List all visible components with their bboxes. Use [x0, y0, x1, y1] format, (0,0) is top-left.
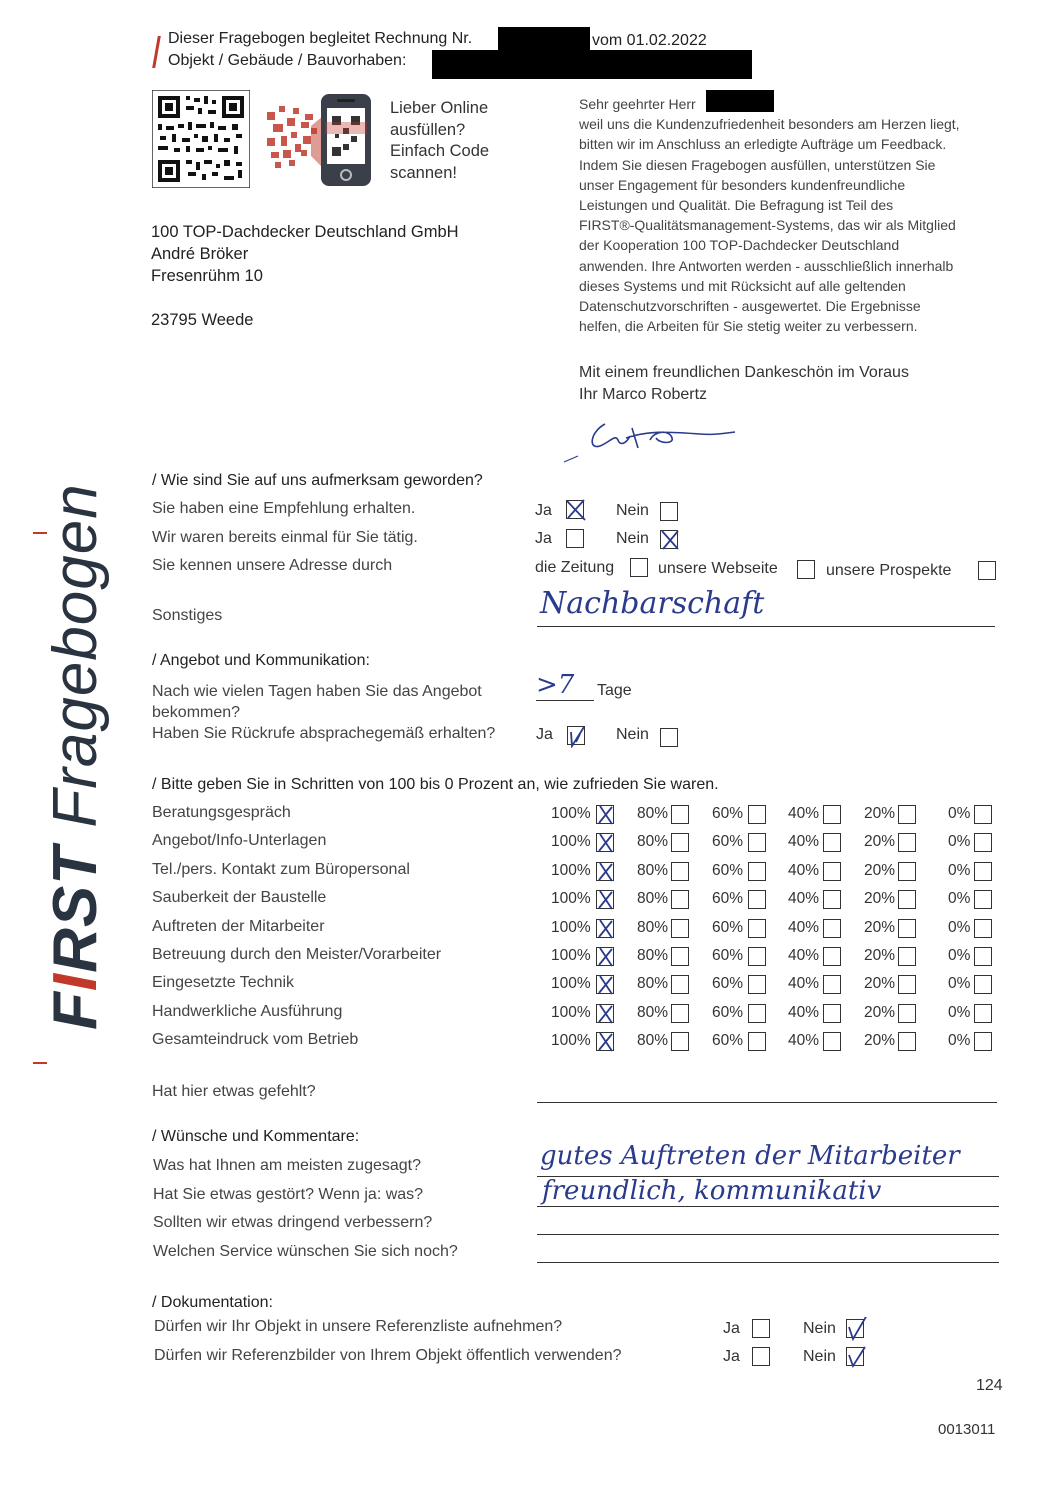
rating-checkbox[interactable] — [974, 1004, 992, 1023]
invoice-line: Dieser Fragebogen begleitet Rechnung Nr. — [168, 30, 473, 47]
rating-checkbox[interactable] — [823, 1004, 841, 1023]
rating-checkbox[interactable] — [898, 975, 916, 994]
percent-label: 40% — [788, 975, 820, 992]
rating-checkbox[interactable] — [596, 862, 614, 881]
rating-row-label: Auftreten der Mitarbeiter — [152, 918, 325, 935]
rating-checkbox[interactable] — [974, 1032, 992, 1051]
rating-checkbox[interactable] — [671, 1004, 689, 1023]
address-city: 23795 Weede — [151, 311, 254, 329]
ja-label: Ja — [535, 502, 552, 519]
rating-row-label: Angebot/Info-Unterlagen — [152, 832, 327, 849]
side-tick — [33, 1062, 47, 1064]
qr-code[interactable] — [152, 90, 250, 188]
rating-checkbox[interactable] — [974, 805, 992, 824]
percent-label: 20% — [864, 1004, 896, 1021]
option-prospekte: unsere Prospekte — [826, 562, 952, 579]
rating-checkbox[interactable] — [823, 1032, 841, 1051]
rating-checkbox[interactable] — [671, 975, 689, 994]
answer-line[interactable] — [537, 1234, 999, 1235]
question: Sollten wir etwas dringend verbessern? — [153, 1214, 433, 1231]
checkbox-ja[interactable] — [567, 726, 585, 745]
address-street: Fresenrühm 10 — [151, 267, 263, 285]
qr-note-line: Lieber Online — [390, 99, 489, 117]
answer-line[interactable] — [537, 1102, 997, 1103]
address-name: André Bröker — [151, 245, 249, 263]
checkbox-ja[interactable] — [566, 500, 584, 519]
checkbox-ja[interactable] — [752, 1347, 770, 1366]
rating-checkbox[interactable] — [671, 919, 689, 938]
option-zeitung: die Zeitung — [535, 559, 615, 576]
rating-checkbox[interactable] — [748, 890, 766, 909]
letter-line: anwenden. Ihre Antworten werden - ausschließlich innerhalb — [579, 257, 954, 274]
header-accent — [152, 36, 161, 68]
question: Sie haben eine Empfehlung erhalten. — [152, 500, 416, 517]
percent-label: 0% — [948, 975, 971, 992]
rating-checkbox[interactable] — [596, 805, 614, 824]
letter-line: bitten wir im Anschluss an erledigte Aufträge um Feedback. — [579, 136, 947, 153]
letter-line: Datenschutzvorschriften - ausgewertet. Die Ergebnisse — [579, 298, 921, 315]
rating-checkbox[interactable] — [671, 1032, 689, 1051]
rating-checkbox[interactable] — [823, 805, 841, 824]
signature — [560, 410, 750, 470]
rating-row-label: Sauberkeit der Baustelle — [152, 889, 327, 906]
percent-label: 0% — [948, 862, 971, 879]
percent-label: 20% — [864, 805, 896, 822]
rating-checkbox[interactable] — [823, 833, 841, 852]
object-label: Objekt / Gebäude / Bauvorhaben: — [168, 52, 407, 69]
percent-label: 100% — [551, 833, 591, 850]
rating-checkbox[interactable] — [748, 919, 766, 938]
percent-label: 40% — [788, 1032, 820, 1049]
rating-checkbox[interactable] — [823, 890, 841, 909]
redaction — [432, 50, 752, 79]
letter-body — [579, 94, 1019, 336]
checkbox-prospekte[interactable] — [978, 561, 996, 580]
rating-checkbox[interactable] — [823, 975, 841, 994]
ja-label: Ja — [536, 726, 553, 743]
percent-label: 60% — [712, 1004, 744, 1021]
rating-row-label: Tel./pers. Kontakt zum Büropersonal — [152, 861, 410, 878]
nein-label: Nein — [616, 530, 649, 547]
percent-label: 20% — [864, 862, 896, 879]
rating-checkbox[interactable] — [898, 919, 916, 938]
page-number: 124 — [976, 1377, 1003, 1394]
rating-checkbox[interactable] — [748, 947, 766, 966]
side-title: FIRST Fragebogen — [41, 483, 110, 1030]
percent-label: 80% — [637, 1032, 669, 1049]
nein-label: Nein — [616, 502, 649, 519]
percent-label: 20% — [864, 947, 896, 964]
section-title: / Wie sind Sie auf uns aufmerksam geworden? — [152, 472, 483, 489]
rating-checkbox[interactable] — [671, 862, 689, 881]
rating-checkbox[interactable] — [898, 1004, 916, 1023]
question — [152, 681, 482, 723]
rating-row-label: Gesamteindruck vom Betrieb — [152, 1031, 359, 1048]
qr-note-line: ausfüllen? — [390, 120, 466, 139]
rating-checkbox[interactable] — [671, 805, 689, 824]
rating-checkbox[interactable] — [596, 919, 614, 938]
ja-label: Ja — [535, 530, 552, 547]
rating-checkbox[interactable] — [898, 947, 916, 966]
percent-label: 80% — [637, 862, 669, 879]
rating-checkbox[interactable] — [748, 805, 766, 824]
answer-line[interactable] — [537, 1206, 999, 1207]
rating-row-label: Eingesetzte Technik — [152, 974, 295, 991]
letter-line: weil uns die Kundenzufriedenheit besonders am Herzen liegt, — [579, 116, 960, 133]
percent-label: 100% — [551, 890, 591, 907]
percent-label: 100% — [551, 1032, 591, 1049]
answer-line[interactable] — [537, 1262, 999, 1263]
comment-answer-1: gutes Auftreten der Mitarbeiter — [540, 1141, 960, 1171]
rating-checkbox[interactable] — [974, 947, 992, 966]
rating-checkbox[interactable] — [974, 919, 992, 938]
closing-signer: Ihr Marco Robertz — [579, 386, 708, 403]
percent-label: 20% — [864, 975, 896, 992]
comment-answer-2: freundlich, kommunikativ — [542, 1176, 882, 1206]
percent-label: 40% — [788, 890, 820, 907]
question: Hat hier etwas gefehlt? — [152, 1083, 316, 1100]
rating-checkbox[interactable] — [748, 862, 766, 881]
checkbox-ja[interactable] — [752, 1319, 770, 1338]
document-code: 0013011 — [938, 1421, 996, 1438]
rating-row-label: Betreuung durch den Meister/Vorarbeiter — [152, 946, 442, 963]
percent-label: 0% — [948, 833, 971, 850]
checkbox-nein[interactable] — [660, 728, 678, 747]
question: Sonstiges — [152, 607, 223, 624]
redaction — [498, 27, 590, 50]
qr-note — [390, 98, 489, 184]
rating-checkbox[interactable] — [596, 947, 614, 966]
percent-label: 40% — [788, 833, 820, 850]
qr-note-line: scannen! — [390, 163, 457, 182]
question: Dürfen wir Ihr Objekt in unsere Referenzliste aufnehmen? — [154, 1318, 563, 1335]
percent-label: 60% — [712, 862, 744, 879]
rating-checkbox[interactable] — [748, 1004, 766, 1023]
qr-note-line: Einfach Code — [390, 142, 490, 161]
option-webseite: unsere Webseite — [658, 560, 778, 577]
letter-salutation: Sehr geehrter Herr — [579, 96, 696, 112]
rating-checkbox[interactable] — [748, 833, 766, 852]
rating-checkbox[interactable] — [671, 890, 689, 909]
rating-checkbox[interactable] — [596, 833, 614, 852]
letter-line: Leistungen und Qualität. Die Befragung ist Teil des — [579, 197, 894, 214]
percent-label: 80% — [637, 919, 669, 936]
question: Wir waren bereits einmal für Sie tätig. — [152, 529, 418, 546]
rating-checkbox[interactable] — [596, 890, 614, 909]
percent-label: 40% — [788, 805, 820, 822]
percent-label: 100% — [551, 862, 591, 879]
nein-label: Nein — [803, 1320, 836, 1337]
percent-label: 80% — [637, 833, 669, 850]
rating-checkbox[interactable] — [974, 833, 992, 852]
rating-checkbox[interactable] — [748, 975, 766, 994]
percent-label: 60% — [712, 805, 744, 822]
question-line: Nach wie vielen Tagen haben Sie das Angebot — [152, 683, 482, 700]
ja-label: Ja — [723, 1320, 740, 1337]
rating-checkbox[interactable] — [898, 833, 916, 852]
rating-checkbox[interactable] — [671, 833, 689, 852]
letter-line: helfen, die Arbeiten für Sie stetig weiter zu verbessern. — [579, 318, 918, 335]
rating-checkbox[interactable] — [898, 890, 916, 909]
checkbox-nein[interactable] — [660, 530, 678, 549]
percent-label: 80% — [637, 890, 669, 907]
percent-label: 0% — [948, 1032, 971, 1049]
rating-checkbox[interactable] — [898, 1032, 916, 1051]
percent-label: 60% — [712, 890, 744, 907]
rating-checkbox[interactable] — [823, 919, 841, 938]
percent-label: 80% — [637, 947, 669, 964]
checkbox-nein[interactable] — [846, 1347, 864, 1366]
sonstiges-line[interactable] — [537, 626, 995, 627]
percent-label: 20% — [864, 919, 896, 936]
rating-checkbox[interactable] — [823, 947, 841, 966]
percent-label: 40% — [788, 862, 820, 879]
question: Sie kennen unsere Adresse durch — [152, 557, 393, 574]
percent-label: 20% — [864, 890, 896, 907]
percent-label: 60% — [712, 975, 744, 992]
percent-label: 0% — [948, 890, 971, 907]
percent-label: 60% — [712, 947, 744, 964]
percent-label: 0% — [948, 919, 971, 936]
question: Welchen Service wünschen Sie sich noch? — [153, 1243, 458, 1260]
letter-line: FIRST®-Qualitätsmanagement-Systems, das wir als Mitglied — [579, 217, 956, 234]
nein-label: Nein — [616, 726, 649, 743]
percent-label: 40% — [788, 1004, 820, 1021]
percent-label: 60% — [712, 833, 744, 850]
section-title: / Bitte geben Sie in Schritten von 100 bis 0 Prozent an, wie zufrieden Sie waren. — [152, 776, 719, 793]
question: Was hat Ihnen am meisten zugesagt? — [153, 1157, 421, 1174]
percent-label: 0% — [948, 805, 971, 822]
closing-line: Mit einem freundlichen Dankeschön im Voraus — [579, 364, 909, 381]
rating-checkbox[interactable] — [823, 862, 841, 881]
rating-checkbox[interactable] — [974, 862, 992, 881]
ja-label: Ja — [723, 1348, 740, 1365]
checkbox-nein[interactable] — [846, 1319, 864, 1338]
rating-checkbox[interactable] — [748, 1032, 766, 1051]
rating-checkbox[interactable] — [596, 975, 614, 994]
percent-label: 100% — [551, 1004, 591, 1021]
question: Hat Sie etwas gestört? Wenn ja: was? — [153, 1186, 424, 1203]
percent-label: 20% — [864, 833, 896, 850]
checkbox-nein[interactable] — [660, 502, 678, 521]
percent-label: 20% — [864, 1032, 896, 1049]
rating-checkbox[interactable] — [974, 890, 992, 909]
percent-label: 80% — [637, 805, 669, 822]
rating-checkbox[interactable] — [596, 1004, 614, 1023]
percent-label: 40% — [788, 947, 820, 964]
checkbox-zeitung[interactable] — [630, 558, 648, 577]
letter-line: dieses Systems und mit Rücksicht auf alle geltenden — [579, 277, 906, 294]
percent-label: 100% — [551, 947, 591, 964]
section-title: / Angebot und Kommunikation: — [152, 652, 370, 669]
phone-scan-icon — [265, 92, 377, 188]
percent-label: 0% — [948, 1004, 971, 1021]
question: Haben Sie Rückrufe absprachegemäß erhalten? — [152, 725, 496, 742]
rating-checkbox[interactable] — [671, 947, 689, 966]
percent-label: 100% — [551, 919, 591, 936]
percent-label: 60% — [712, 1032, 744, 1049]
percent-label: 80% — [637, 1004, 669, 1021]
address-block — [151, 221, 459, 331]
section-title: / Wünsche und Kommentare: — [152, 1128, 360, 1145]
rating-checkbox[interactable] — [974, 975, 992, 994]
letter-closing — [579, 362, 909, 406]
percent-label: 60% — [712, 919, 744, 936]
address-company: 100 TOP-Dachdecker Deutschland GmbH — [151, 223, 459, 241]
checkbox-ja[interactable] — [566, 529, 584, 548]
invoice-date: vom 01.02.2022 — [592, 32, 707, 49]
percent-label: 0% — [948, 947, 971, 964]
rating-checkbox[interactable] — [898, 862, 916, 881]
letter-line: Indem Sie diesen Fragebogen ausfüllen, unterstützen Sie — [579, 156, 936, 173]
rating-row-label: Beratungsgespräch — [152, 804, 291, 821]
rating-row-label: Handwerkliche Ausführung — [152, 1003, 343, 1020]
percent-label: 80% — [637, 975, 669, 992]
section-title: / Dokumentation: — [152, 1294, 273, 1311]
checkbox-webseite[interactable] — [797, 560, 815, 579]
sonstiges-answer: Nachbarschaft — [540, 586, 765, 621]
days-answer: >7 — [536, 670, 575, 700]
letter-line: unser Engagement für besonders kundenfreundliche — [579, 176, 906, 193]
percent-label: 100% — [551, 975, 591, 992]
percent-label: 40% — [788, 919, 820, 936]
nein-label: Nein — [803, 1348, 836, 1365]
percent-label: 100% — [551, 805, 591, 822]
days-line[interactable] — [536, 700, 594, 701]
question: Dürfen wir Referenzbilder von Ihrem Objekt öffentlich verwenden? — [154, 1347, 622, 1364]
question-line: bekommen? — [152, 704, 241, 721]
rating-checkbox[interactable] — [898, 805, 916, 824]
redaction — [706, 90, 774, 112]
rating-checkbox[interactable] — [596, 1032, 614, 1051]
tage-label: Tage — [597, 682, 632, 699]
letter-line: der Kooperation 100 TOP-Dachdecker Deutschland — [579, 237, 900, 254]
